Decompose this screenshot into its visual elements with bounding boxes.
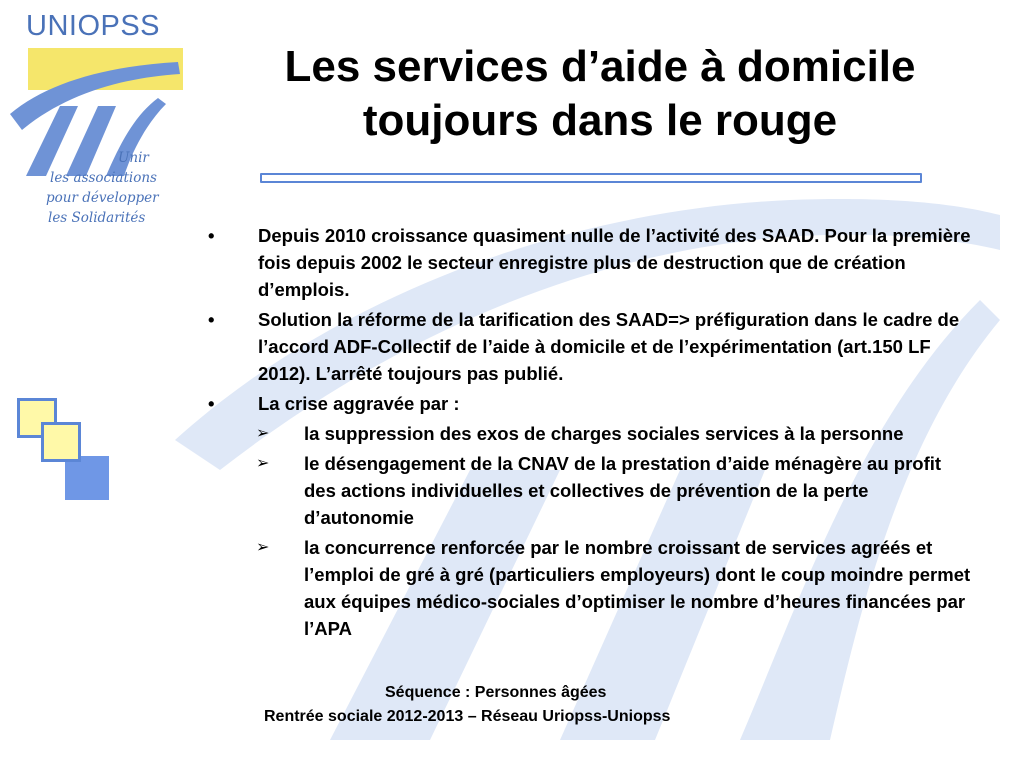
footer-network: Rentrée sociale 2012-2013 – Réseau Uriopss-Uniopss — [264, 708, 671, 725]
arrow-bullet-icon: ➢ — [256, 455, 270, 472]
footer-sequence: Séquence : Personnes âgées — [385, 684, 607, 701]
sub-bullet-text: le désengagement de la CNAV de la prestation d’aide ménagère au profit des actions individuelles et collectives de prévention de la perte d’autonomie — [304, 453, 942, 528]
sub-bullet-text: la suppression des exos de charges sociales services à la personne — [304, 423, 904, 444]
bullet-marker: • — [208, 225, 215, 246]
sub-bullet-text: la concurrence renforcée par le nombre croissant de services agréés et l’emploi de gré à gré (particuliers employeurs) dont le coup moindre permet aux équipes médico-sociales d’optimiser le nombre d’heures financées par l’APA — [304, 537, 971, 639]
arrow-bullet-icon: ➢ — [256, 539, 270, 556]
sub-bullet-item — [200, 420, 972, 447]
logo-tagline-line: pour développer — [46, 190, 159, 206]
bullet-text: Solution la réforme de la tarification des SAAD=> préfiguration dans le cadre de l’accord ADF-Collectif de l’aide à domicile et de l’expérimentation (art.150 LF 2012). L’arrêté toujours pas publié. — [258, 309, 960, 384]
bullet-marker: • — [208, 393, 215, 414]
logo-tagline-line: les associations — [50, 170, 157, 186]
arrow-bullet-icon: ➢ — [256, 425, 270, 442]
decorative-square — [41, 422, 81, 462]
decorative-square — [65, 456, 109, 500]
slide-title — [200, 40, 1000, 148]
bullet-marker: • — [208, 309, 215, 330]
logo-tagline-line: les Solidarités — [48, 210, 146, 226]
slide-title-line: toujours dans le rouge — [362, 96, 838, 145]
bullet-item — [200, 390, 978, 417]
logo-wordmark: UNIOPSS — [26, 10, 161, 42]
sub-bullet-item — [200, 450, 972, 531]
title-divider — [260, 173, 922, 183]
logo-tagline — [46, 148, 186, 228]
bullet-item — [200, 222, 978, 303]
sub-bullet-item — [200, 534, 972, 642]
uniopss-logo — [8, 8, 188, 248]
decorative-squares — [17, 398, 112, 502]
bullet-text: La crise aggravée par : — [258, 393, 460, 414]
slide-title-line: Les services d’aide à domicile — [284, 42, 916, 91]
logo-tagline-line: Unir — [118, 150, 149, 166]
bullet-item — [200, 306, 978, 387]
bullet-text: Depuis 2010 croissance quasiment nulle de l’activité des SAAD. Pour la première fois depuis 2002 le secteur enregistre plus de destruction que de création d’emplois. — [258, 225, 971, 300]
slide-body — [200, 222, 990, 645]
